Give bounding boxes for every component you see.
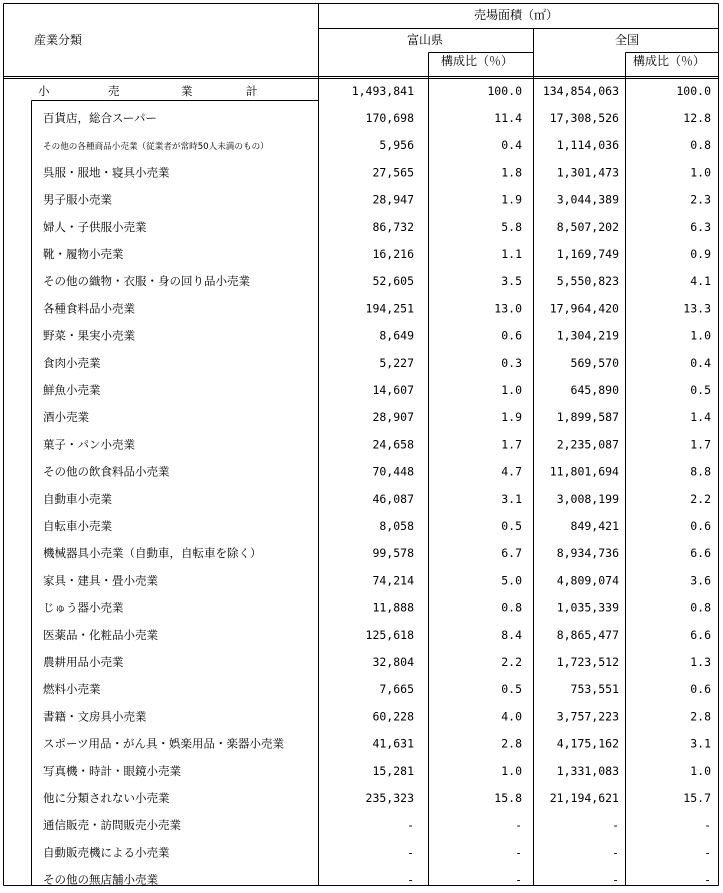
cell-toyama-ratio: 4.0 bbox=[501, 709, 522, 724]
cell-national-ratio: 12.8 bbox=[683, 111, 711, 125]
cell-national-ratio: - bbox=[704, 818, 711, 833]
cell-national-ratio: 3.1 bbox=[690, 736, 711, 751]
total-national-area: 134,854,063 bbox=[542, 84, 619, 98]
cell-toyama-area: 8,649 bbox=[379, 328, 414, 343]
cell-toyama-area: 24,658 bbox=[372, 437, 414, 452]
cell-national-ratio: 2.3 bbox=[690, 192, 711, 207]
header-national: 全国 bbox=[614, 33, 640, 47]
cell-national-area: 5,550,823 bbox=[556, 274, 619, 289]
category-rows bbox=[43, 111, 711, 887]
cell-national-area: 569,570 bbox=[570, 355, 619, 370]
cell-toyama-area: 235,323 bbox=[365, 791, 414, 805]
cell-national-ratio: 3.6 bbox=[690, 573, 711, 588]
cell-toyama-ratio: 11.4 bbox=[494, 111, 522, 125]
cell-national-ratio: 4.1 bbox=[690, 274, 711, 289]
cell-national-ratio: - bbox=[704, 872, 711, 887]
cell-toyama-ratio: 0.5 bbox=[501, 519, 522, 533]
row-label: 機械器具小売業（自動車，自転車を除く） bbox=[43, 546, 262, 561]
cell-national-ratio: 13.3 bbox=[683, 301, 711, 316]
total-label-char: 小 bbox=[38, 84, 50, 98]
cell-national-area: 8,934,736 bbox=[556, 546, 619, 561]
cell-national-area: 11,801,694 bbox=[549, 464, 619, 479]
cell-national-ratio: 6.3 bbox=[690, 219, 711, 234]
row-label: 医薬品・化粧品小売業 bbox=[43, 627, 158, 642]
row-label: 百貨店，総合スーパー bbox=[43, 111, 157, 125]
cell-toyama-area: 7,665 bbox=[379, 682, 414, 697]
row-label: 燃料小売業 bbox=[43, 682, 101, 697]
cell-toyama-area: 74,214 bbox=[372, 573, 414, 588]
row-label: 写真機・時計・眼鏡小売業 bbox=[43, 763, 181, 778]
cell-national-area: 645,890 bbox=[570, 383, 619, 397]
cell-national-ratio: 8.8 bbox=[690, 464, 711, 479]
cell-national-area: 3,008,199 bbox=[556, 491, 619, 506]
cell-national-area: 2,235,087 bbox=[556, 437, 619, 452]
cell-toyama-ratio: - bbox=[515, 818, 522, 833]
cell-toyama-area: - bbox=[407, 818, 414, 833]
cell-national-area: 21,194,621 bbox=[549, 791, 619, 805]
cell-national-ratio: 0.8 bbox=[690, 138, 711, 153]
row-label: 他に分類されない小売業 bbox=[43, 791, 170, 805]
cell-toyama-ratio: 3.1 bbox=[501, 491, 522, 506]
total-national-ratio: 100.0 bbox=[676, 84, 711, 98]
cell-toyama-area: 194,251 bbox=[365, 301, 414, 316]
header-national-ratio: 構成比（％） bbox=[632, 54, 706, 68]
cell-toyama-ratio: 2.8 bbox=[501, 736, 522, 751]
cell-toyama-area: 32,804 bbox=[372, 655, 414, 669]
cell-toyama-ratio: 4.7 bbox=[501, 464, 522, 479]
cell-national-area: 1,899,587 bbox=[556, 410, 619, 425]
cell-toyama-ratio: 0.8 bbox=[501, 600, 522, 615]
cell-toyama-area: 15,281 bbox=[372, 763, 414, 778]
total-toyama-ratio: 100.0 bbox=[487, 84, 522, 98]
cell-national-ratio: 15.7 bbox=[683, 791, 711, 805]
cell-national-area: 1,723,512 bbox=[556, 655, 619, 669]
cell-toyama-area: 60,228 bbox=[372, 709, 414, 724]
cell-toyama-ratio: 0.3 bbox=[501, 355, 522, 370]
row-label: 靴・履物小売業 bbox=[43, 247, 124, 261]
cell-national-ratio: 1.0 bbox=[690, 763, 711, 778]
cell-toyama-area: 5,227 bbox=[379, 355, 414, 370]
cell-national-area: 1,301,473 bbox=[556, 165, 619, 180]
cell-toyama-area: 28,907 bbox=[372, 410, 414, 425]
cell-toyama-ratio: 1.8 bbox=[501, 165, 522, 180]
cell-toyama-ratio: 15.8 bbox=[494, 791, 522, 805]
cell-national-ratio: 0.4 bbox=[690, 355, 711, 370]
cell-national-ratio: 1.0 bbox=[690, 328, 711, 343]
cell-toyama-area: 70,448 bbox=[372, 464, 414, 479]
cell-national-ratio: 1.7 bbox=[690, 437, 711, 452]
cell-national-area: 753,551 bbox=[570, 682, 619, 697]
cell-toyama-area: 99,578 bbox=[372, 546, 414, 561]
cell-toyama-ratio: 5.8 bbox=[501, 219, 522, 234]
row-label: スポーツ用品・がん具・娯楽用品・楽器小売業 bbox=[43, 736, 285, 751]
cell-toyama-area: 41,631 bbox=[372, 736, 414, 751]
total-label-char: 売 bbox=[108, 84, 120, 98]
cell-toyama-ratio: 0.5 bbox=[501, 682, 522, 697]
row-label: 男子服小売業 bbox=[43, 192, 112, 207]
cell-toyama-area: 125,618 bbox=[365, 627, 414, 642]
row-label: 菓子・パン小売業 bbox=[43, 437, 135, 452]
header-toyama-ratio: 構成比（％） bbox=[440, 54, 514, 68]
row-label: 書籍・文房具小売業 bbox=[43, 709, 147, 724]
cell-national-area: - bbox=[612, 818, 619, 833]
cell-national-ratio: 1.4 bbox=[690, 410, 711, 425]
total-row bbox=[38, 84, 711, 98]
cell-national-ratio: 0.8 bbox=[690, 600, 711, 615]
row-label: 呉服・服地・寝具小売業 bbox=[43, 165, 170, 180]
cell-national-area: 3,757,223 bbox=[556, 709, 619, 724]
cell-toyama-area: 5,956 bbox=[379, 138, 414, 153]
cell-toyama-area: 46,087 bbox=[372, 491, 414, 506]
cell-toyama-ratio: 1.0 bbox=[501, 383, 522, 397]
cell-national-area: 1,114,036 bbox=[556, 138, 619, 153]
cell-national-ratio: 0.9 bbox=[690, 247, 711, 261]
cell-toyama-ratio: 13.0 bbox=[494, 301, 522, 316]
cell-toyama-area: 11,888 bbox=[372, 600, 414, 615]
cell-toyama-area: 16,216 bbox=[372, 247, 414, 261]
row-label: じゅう器小売業 bbox=[43, 600, 124, 615]
cell-national-ratio: 2.8 bbox=[690, 709, 711, 724]
cell-toyama-ratio: 1.9 bbox=[501, 410, 522, 425]
cell-toyama-area: 52,605 bbox=[372, 274, 414, 289]
row-label: 通信販売・訪問販売小売業 bbox=[43, 818, 181, 833]
total-label-char: 計 bbox=[246, 84, 258, 98]
cell-national-area: 17,308,526 bbox=[549, 111, 619, 125]
cell-toyama-ratio: 0.6 bbox=[501, 328, 522, 343]
row-label: 婦人・子供服小売業 bbox=[43, 219, 147, 234]
cell-national-ratio: 0.6 bbox=[690, 519, 711, 533]
cell-toyama-ratio: 1.1 bbox=[501, 247, 522, 261]
cell-national-area: 4,175,162 bbox=[556, 736, 619, 751]
cell-toyama-area: - bbox=[407, 845, 414, 860]
row-label: その他の各種商品小売業（従業者が常時50人未満のもの） bbox=[43, 142, 269, 153]
row-label: その他の無店舗小売業 bbox=[43, 872, 158, 887]
cell-national-area: 1,169,749 bbox=[556, 247, 619, 261]
cell-national-ratio: 2.2 bbox=[690, 491, 711, 506]
row-label: 家具・建具・畳小売業 bbox=[43, 573, 158, 588]
cell-toyama-ratio: 0.4 bbox=[501, 138, 522, 153]
cell-national-ratio: - bbox=[704, 845, 711, 860]
cell-national-area: 8,865,477 bbox=[556, 627, 619, 642]
total-toyama-area: 1,493,841 bbox=[351, 84, 414, 98]
cell-toyama-area: - bbox=[407, 872, 414, 887]
cell-national-area: 1,035,339 bbox=[556, 600, 619, 615]
cell-toyama-ratio: 8.4 bbox=[501, 627, 522, 642]
row-label: 農耕用品小売業 bbox=[43, 655, 124, 669]
row-label: 自転車小売業 bbox=[43, 519, 112, 533]
cell-toyama-ratio: - bbox=[515, 872, 522, 887]
row-label: 野菜・果実小売業 bbox=[43, 328, 135, 343]
cell-toyama-area: 27,565 bbox=[372, 165, 414, 180]
cell-toyama-ratio: 2.2 bbox=[501, 655, 522, 669]
cell-toyama-ratio: 1.7 bbox=[501, 437, 522, 452]
cell-national-ratio: 0.6 bbox=[690, 682, 711, 697]
cell-toyama-ratio: 5.0 bbox=[501, 573, 522, 588]
cell-toyama-area: 14,607 bbox=[372, 383, 414, 397]
header-area: 売場面積（㎡） bbox=[473, 8, 559, 22]
row-label: 自動販売機による小売業 bbox=[43, 845, 170, 860]
cell-toyama-area: 28,947 bbox=[372, 192, 414, 207]
cell-toyama-ratio: 3.5 bbox=[501, 274, 522, 289]
cell-toyama-area: 8,058 bbox=[379, 519, 414, 533]
cell-toyama-ratio: 1.9 bbox=[501, 192, 522, 207]
cell-national-area: 849,421 bbox=[570, 519, 619, 533]
total-label-char: 業 bbox=[181, 84, 193, 98]
cell-toyama-ratio: 6.7 bbox=[501, 546, 522, 561]
row-label: その他の織物・衣服・身の回り品小売業 bbox=[43, 274, 250, 289]
header-toyama: 富山県 bbox=[406, 33, 444, 47]
cell-national-ratio: 1.3 bbox=[690, 655, 711, 669]
cell-national-area: - bbox=[612, 872, 619, 887]
row-label: 各種食料品小売業 bbox=[43, 301, 135, 316]
row-label: 食肉小売業 bbox=[43, 355, 101, 370]
cell-national-area: - bbox=[612, 845, 619, 860]
cell-toyama-area: 170,698 bbox=[365, 111, 414, 125]
cell-national-ratio: 6.6 bbox=[690, 546, 711, 561]
cell-national-ratio: 6.6 bbox=[690, 627, 711, 642]
cell-national-area: 3,044,389 bbox=[556, 192, 619, 207]
cell-national-ratio: 1.0 bbox=[690, 165, 711, 180]
cell-national-area: 1,331,083 bbox=[556, 763, 619, 778]
row-label: 酒小売業 bbox=[43, 410, 89, 425]
cell-national-area: 17,964,420 bbox=[549, 301, 619, 316]
cell-national-area: 4,809,074 bbox=[556, 573, 619, 588]
cell-toyama-ratio: 1.0 bbox=[501, 763, 522, 778]
cell-national-area: 1,304,219 bbox=[556, 328, 619, 343]
cell-toyama-ratio: - bbox=[515, 845, 522, 860]
cell-toyama-area: 86,732 bbox=[372, 219, 414, 234]
row-label: 自動車小売業 bbox=[43, 491, 112, 506]
row-label: 鮮魚小売業 bbox=[43, 383, 101, 397]
header-category: 産業分類 bbox=[34, 33, 83, 47]
cell-national-ratio: 0.5 bbox=[690, 383, 711, 397]
cell-national-area: 8,507,202 bbox=[556, 219, 619, 234]
row-label: その他の飲食料品小売業 bbox=[43, 464, 170, 479]
